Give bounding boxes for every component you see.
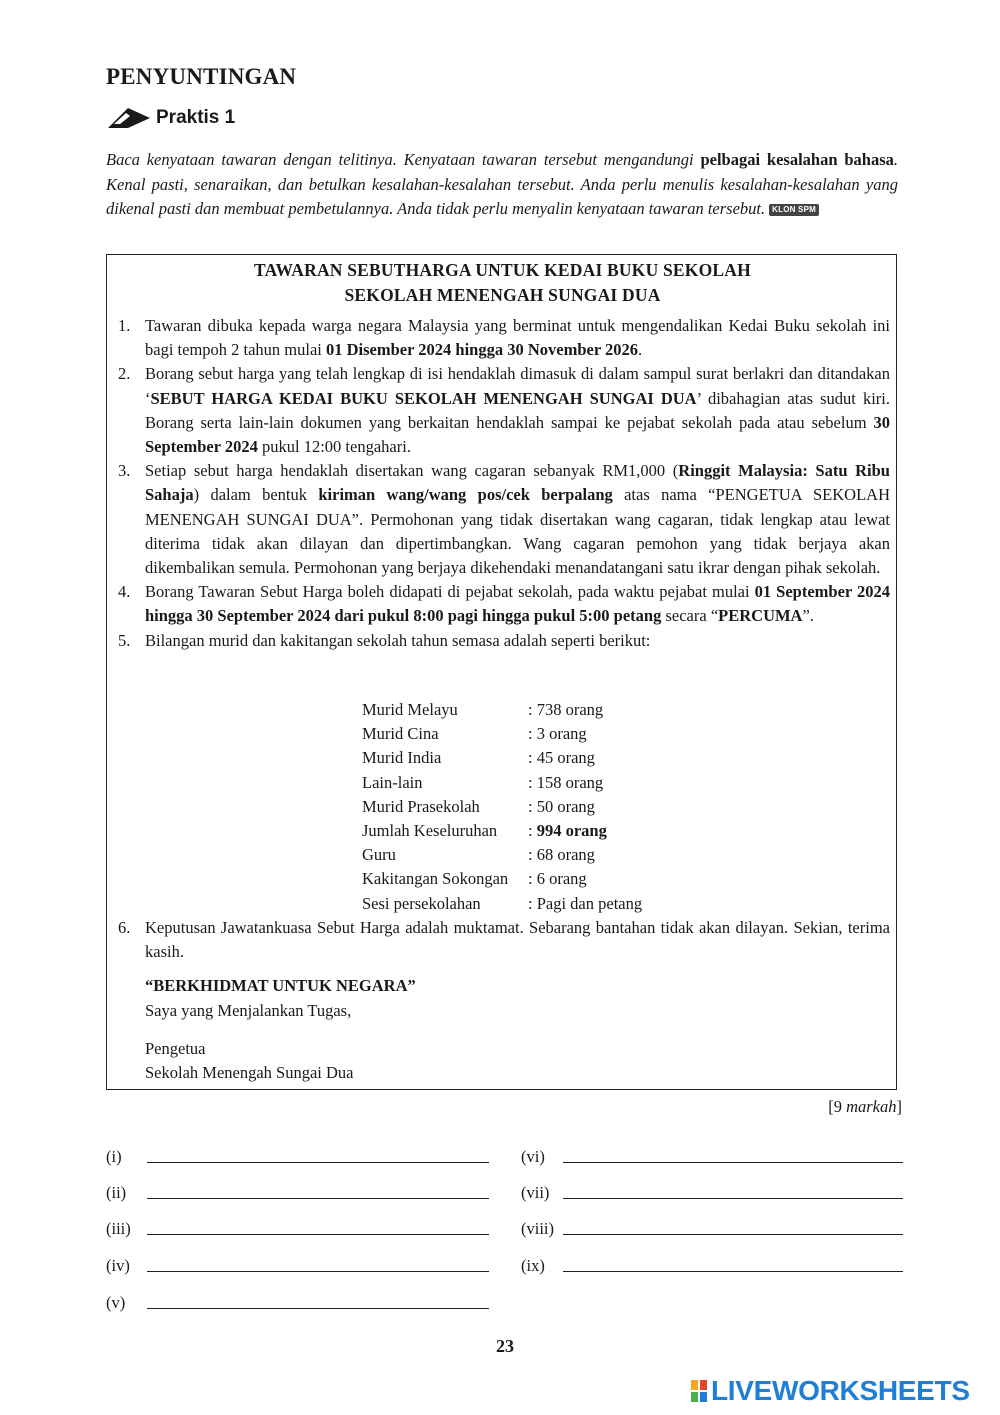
item-bold: SEBUT HARGA KEDAI BUKU SEKOLAH MENENGAH SUNGAI DUA: [150, 388, 697, 408]
item-text: ”.: [802, 606, 814, 626]
stat-label: Murid Prasekolah: [362, 796, 480, 816]
table-row: [362, 698, 642, 722]
stat-label: Lain-lain: [362, 772, 423, 792]
marks-open: [9: [828, 1097, 847, 1116]
table-row: [362, 795, 642, 819]
answer-label-viii: (viii): [521, 1219, 554, 1238]
item-bold: 01 Disember 2024 hingga 30 November 2026: [326, 340, 638, 360]
item-text: pukul 12:00 tengahari.: [257, 437, 411, 457]
stat-value: : 3 orang: [528, 724, 587, 744]
instructions-text: Baca kenyataan tawaran dengan telitinya. Kenyataan tawaran tersebut mengandungi: [106, 150, 701, 169]
klon-spm-badge: KLON SPM: [769, 204, 819, 216]
signature-school: Sekolah Menengah Sungai Dua: [145, 1063, 354, 1082]
item-text: Bilangan murid dan kakitangan sekolah tahun semasa adalah seperti berikut:: [145, 630, 651, 650]
item-text: secara “: [661, 606, 719, 626]
item-number: 6.: [118, 918, 131, 937]
answer-label-v: (v): [106, 1293, 126, 1312]
marks-close: ]: [896, 1097, 902, 1116]
arrow-icon: [106, 106, 150, 130]
answer-line-i[interactable]: [147, 1162, 489, 1163]
instructions-text-cont: . Kenal pasti, senaraikan, dan betulkan kesalahan-kesalahan tersebut. Anda perlu menulis kesalahan-kesalahan yang dikenal pasti dan membuat pembetulannya. Anda tidak perlu menyalin kenyataan tawaran tersebut.: [106, 150, 898, 218]
item-bold: PERCUMA: [718, 606, 803, 626]
answer-line-iii[interactable]: [147, 1234, 489, 1235]
item-text: ) dalam bentuk: [193, 485, 319, 505]
marks-label: [828, 1097, 902, 1117]
stat-value: : 68 orang: [528, 845, 595, 865]
praktis-label: Praktis 1: [156, 107, 236, 128]
answer-line-viii[interactable]: [563, 1234, 903, 1235]
item-text: Borang Tawaran Sebut Harga boleh didapati di pejabat sekolah, pada waktu pejabat mulai: [145, 582, 755, 602]
answer-line-v[interactable]: [147, 1308, 489, 1309]
signature-title: Pengetua: [145, 1039, 206, 1058]
item-text: atas nama “PENGETUA SEKOLAH MENENGAH SUNGAI DUA”. Permohonan yang tidak disertakan wang cagaran, tidak lengkap atau lewat diterima tidak akan dilayan dan dipertimbangkan. Wang cagaran pemohon yang tidak berjaya akan dikembalikan semula. Permohonan yang berjaya dikehendaki menandatangani satu ikrar dengan pihak sekolah.: [145, 485, 891, 578]
stat-value-total: 994 orang: [536, 821, 607, 841]
marks-word: markah: [846, 1097, 897, 1116]
stat-value: [528, 819, 607, 843]
item-bold: 30 September 2024: [145, 412, 890, 457]
table-row: [362, 892, 642, 916]
table-row: [362, 867, 642, 891]
page-number: 23: [496, 1336, 514, 1356]
instructions-bold: pelbagai kesalahan bahasa: [700, 150, 894, 169]
stat-label: Jumlah Keseluruhan: [362, 821, 498, 841]
item-bold: kiriman wang/wang pos/cek berpalang: [318, 485, 613, 505]
answer-label-iii: (iii): [106, 1219, 131, 1238]
stat-label: Sesi persekolahan: [362, 893, 481, 913]
answer-label-vi: (vi): [521, 1147, 545, 1166]
stat-value: : 45 orang: [528, 748, 595, 768]
stat-value: : 738 orang: [528, 700, 604, 719]
student-stats-table: [362, 698, 642, 916]
liveworksheets-logo: [691, 1375, 970, 1407]
liveworksheets-icon: [691, 1380, 707, 1402]
item-text: Tawaran dibuka kepada warga negara Malaysia yang berminat untuk mengendalikan Kedai Buku sekolah ini bagi tempoh 2 tahun mulai: [145, 316, 890, 360]
answer-line-ii[interactable]: [147, 1198, 489, 1199]
answer-line-vi[interactable]: [563, 1162, 903, 1163]
stat-value: : 50 orang: [528, 796, 595, 816]
answer-label-ix: (ix): [521, 1256, 545, 1275]
item-bold: Ringgit Malaysia: Satu Ribu Sahaja: [145, 461, 890, 505]
stat-label: Murid Cina: [362, 724, 439, 744]
watermark-text: LIVEWORKSHEETS: [711, 1375, 970, 1406]
item-text: ’ dibahagian atas sudut kiri. Borang serta lain-lain dokumen yang berkaitan hendaklah sampai ke pejabat sekolah pada atau sebelum: [145, 388, 890, 432]
answer-line-ix[interactable]: [563, 1271, 903, 1272]
notice-title-line2: SEKOLAH MENENGAH SUNGAI DUA: [344, 285, 661, 305]
praktis-header: [106, 104, 235, 132]
answer-line-iv[interactable]: [147, 1271, 489, 1272]
item-text: Keputusan Jawatankuasa Sebut Harga adalah muktamat. Sebarang bantahan tidak akan dilayan. Sekian, terima kasih.: [145, 918, 890, 962]
table-row: [362, 819, 642, 843]
table-row: [362, 746, 642, 770]
stat-value: : 158 orang: [528, 772, 604, 792]
item-number: 3.: [118, 461, 131, 481]
stat-label: Murid Melayu: [362, 700, 458, 719]
item-number: 4.: [118, 582, 131, 602]
item-text: .: [637, 340, 643, 360]
signature-line: Saya yang Menjalankan Tugas,: [145, 1001, 352, 1020]
instructions: [106, 148, 898, 222]
stat-label: Murid India: [362, 748, 442, 768]
table-row: [362, 722, 642, 746]
motto: “BERKHIDMAT UNTUK NEGARA”: [145, 976, 416, 995]
stat-value: : 6 orang: [528, 869, 587, 889]
list-item: [118, 580, 890, 628]
answer-label-ii: (ii): [106, 1183, 127, 1202]
answer-label-vii: (vii): [521, 1183, 550, 1202]
list-item: [118, 629, 890, 653]
stat-label: Kakitangan Sokongan: [362, 869, 509, 889]
section-heading: PENYUNTINGAN: [106, 64, 297, 89]
list-item: [118, 459, 890, 580]
list-item: [118, 916, 890, 964]
stat-value: : Pagi dan petang: [528, 893, 643, 913]
notice-items: [118, 314, 890, 653]
stat-label: Guru: [362, 845, 396, 865]
stat-value-prefix: :: [528, 821, 537, 841]
item-number: 1.: [118, 316, 131, 335]
answer-label-iv: (iv): [106, 1256, 130, 1275]
item-number: 2.: [118, 364, 131, 384]
item-text: Setiap sebut harga hendaklah disertakan wang cagaran sebanyak RM1,000 (: [145, 461, 679, 481]
answer-line-vii[interactable]: [563, 1198, 903, 1199]
list-item: [118, 314, 890, 362]
notice-title-line1: TAWARAN SEBUTHARGA UNTUK KEDAI BUKU SEKOLAH: [254, 260, 751, 280]
item-text: Borang sebut harga yang telah lengkap di isi hendaklah dimasuk di dalam sampul surat berlakri dan ditandakan ‘: [145, 364, 890, 408]
list-item: [118, 362, 890, 459]
item-number: 5.: [118, 630, 131, 650]
table-row: [362, 771, 642, 795]
item-bold: 01 September 2024 hingga 30 September 2024 dari pukul 8:00 pagi hingga pukul 5:00 petang: [145, 582, 890, 626]
table-row: [362, 843, 642, 867]
item-6: [118, 916, 890, 964]
answer-label-i: (i): [106, 1147, 122, 1166]
